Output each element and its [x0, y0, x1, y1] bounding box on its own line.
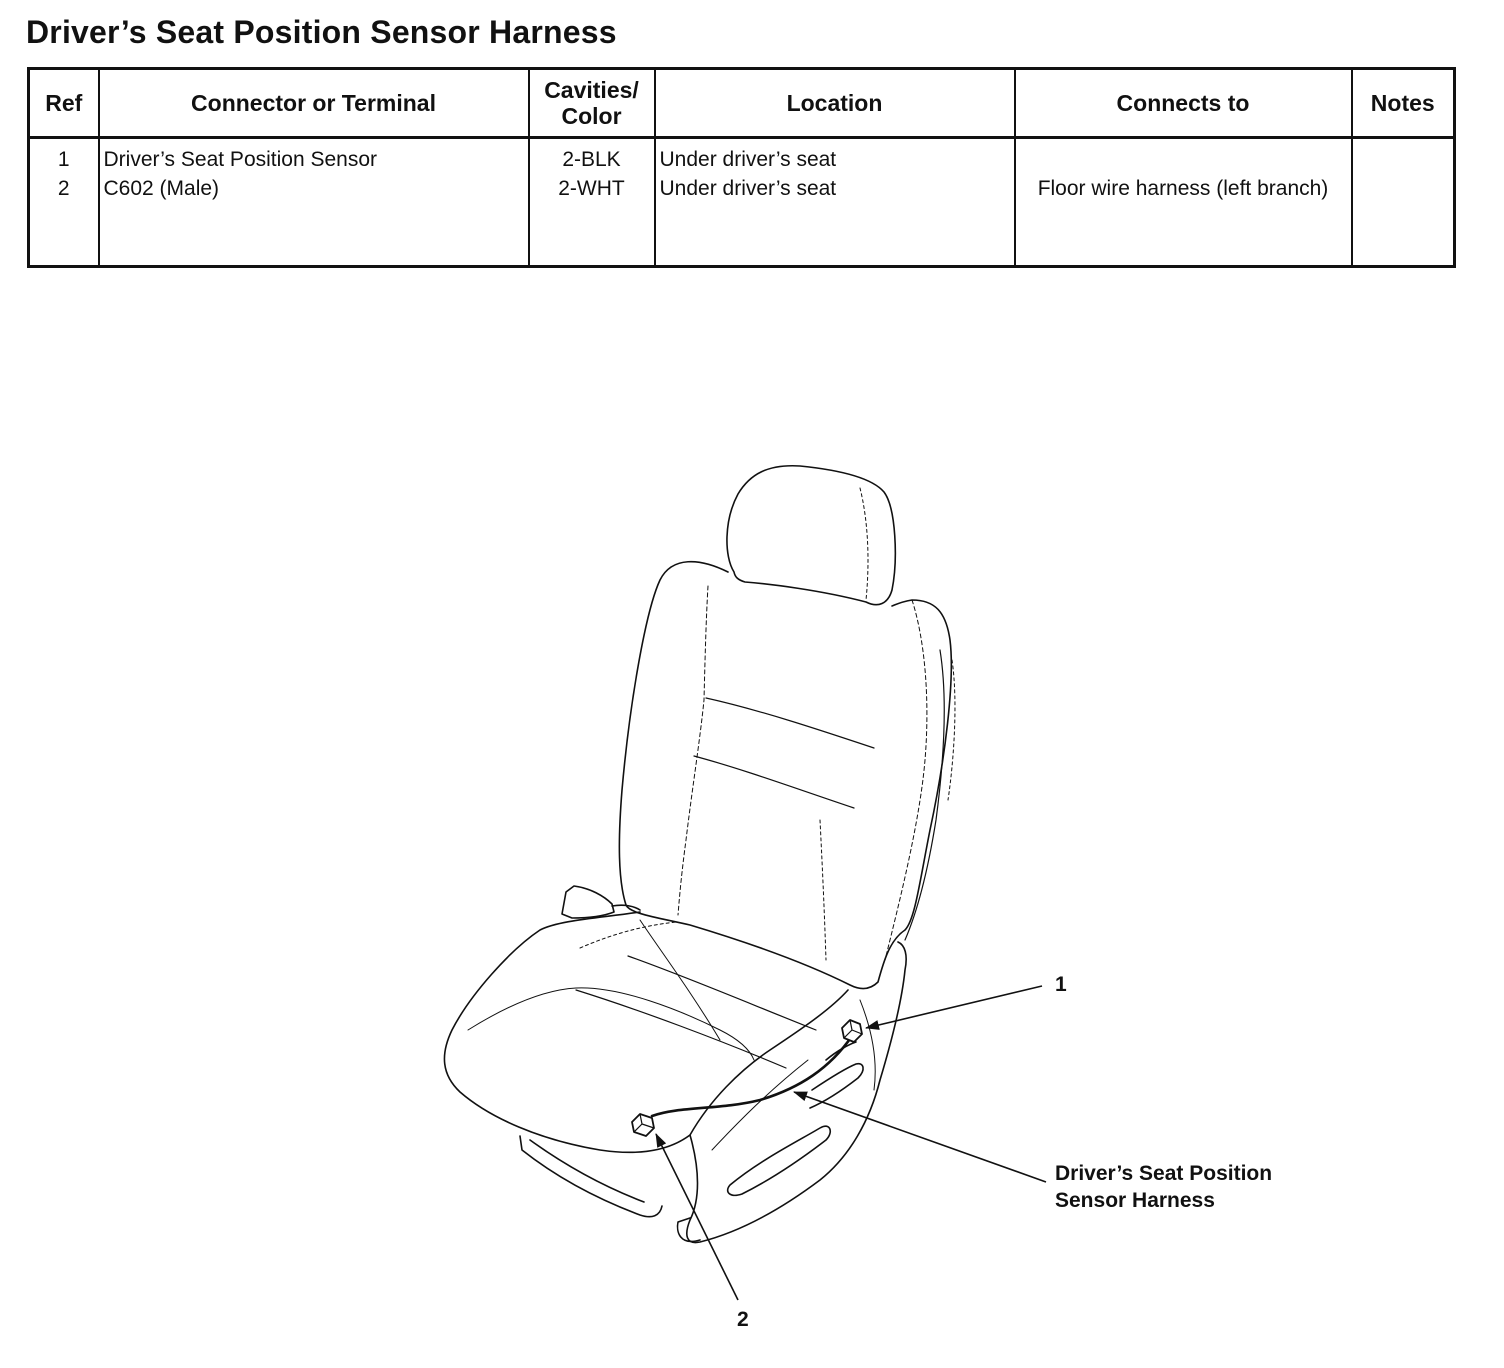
seat-side-recline-lever [728, 1126, 831, 1195]
seat-side-trim [678, 1218, 700, 1241]
notes-row-2 [1357, 174, 1450, 203]
callout-1-leader [866, 986, 1042, 1028]
notes-row-1 [1357, 145, 1450, 174]
header-cavities-line2: Color [561, 103, 622, 129]
header-cavities [529, 69, 655, 138]
connects-to-row-2: Floor wire harness (left branch) [1037, 177, 1329, 200]
seat-rail-inner [530, 1140, 644, 1202]
table-body-row [29, 138, 1455, 267]
harness-label-leader [794, 1092, 1046, 1182]
seat-side-line-2 [860, 1000, 875, 1090]
seat-cushion-rear-seam [580, 922, 676, 948]
header-connects-to: Connects to [1015, 69, 1352, 138]
buckle-outline [562, 886, 614, 918]
seat-side-panel [687, 942, 906, 1243]
header-location: Location [655, 69, 1015, 138]
notes-cell [1352, 138, 1455, 267]
connector-row-2: C602 (Male) [103, 177, 220, 200]
cavities-cell [529, 138, 655, 267]
location-row-1: Under driver’s seat [659, 148, 837, 171]
headrest-seam [860, 488, 868, 600]
connects-to-cell [1015, 138, 1352, 267]
ref-cell [29, 138, 99, 267]
c602-connector-2-face [634, 1114, 654, 1132]
seat-cushion-stitch-1 [576, 990, 786, 1068]
headrest-outline [727, 466, 895, 605]
page-title: Driver’s Seat Position Sensor Harness [26, 14, 617, 50]
callout-1-label: 1 [1055, 973, 1067, 996]
connector-row-1: Driver’s Seat Position Sensor [103, 148, 378, 171]
location-cell [655, 138, 1015, 267]
callout-2-leader [656, 1134, 738, 1300]
header-ref: Ref [29, 69, 99, 138]
harness-label-line2: Sensor Harness [1055, 1189, 1215, 1212]
callout-2-label: 2 [737, 1308, 749, 1331]
cavities-row-1: 2-BLK [562, 148, 621, 171]
table-header-row [29, 69, 1455, 138]
seat-back-inner-seam-right [885, 600, 927, 960]
ref-row-1: 1 [57, 148, 70, 171]
buckle-stem [612, 905, 640, 910]
connector-cell [99, 138, 529, 267]
connects-to-row-1 [1020, 145, 1347, 174]
sensor-connector-1-face [844, 1020, 862, 1038]
seat-back-lower-seam [820, 820, 826, 960]
seat-height-lever-1 [810, 1064, 863, 1108]
seat-cushion-stitch-2 [628, 956, 816, 1030]
seat-back-stitch-1 [706, 698, 874, 748]
location-row-2: Under driver’s seat [659, 177, 837, 200]
header-cavities-line1: Cavities/ [544, 77, 639, 103]
seat-back-side-bolster [905, 650, 944, 940]
seat-height-lever-2 [826, 1042, 856, 1060]
harness-label-line1: Driver’s Seat Position [1055, 1162, 1273, 1185]
header-connector: Connector or Terminal [99, 69, 529, 138]
seat-cushion-side-edge [640, 920, 720, 1040]
harness-wire [652, 1036, 852, 1116]
connector-table [27, 67, 1456, 268]
c602-connector-2 [632, 1114, 654, 1136]
seat-side-line-1 [712, 1060, 808, 1150]
cavities-row-2: 2-WHT [558, 177, 625, 200]
seat-back-inner-seam-left [678, 586, 708, 915]
seat-rail [520, 1136, 662, 1217]
seat-cushion-front-seam [468, 988, 754, 1060]
seat-back-side-edge [948, 660, 955, 800]
harness-label [1055, 1160, 1272, 1214]
ref-row-2: 2 [57, 177, 70, 200]
seat-back-stitch-2 [694, 756, 854, 808]
seat-cushion-outline [444, 912, 848, 1152]
seat-back-outline [619, 562, 951, 989]
header-notes: Notes [1352, 69, 1455, 138]
sensor-connector-1 [842, 1020, 862, 1042]
